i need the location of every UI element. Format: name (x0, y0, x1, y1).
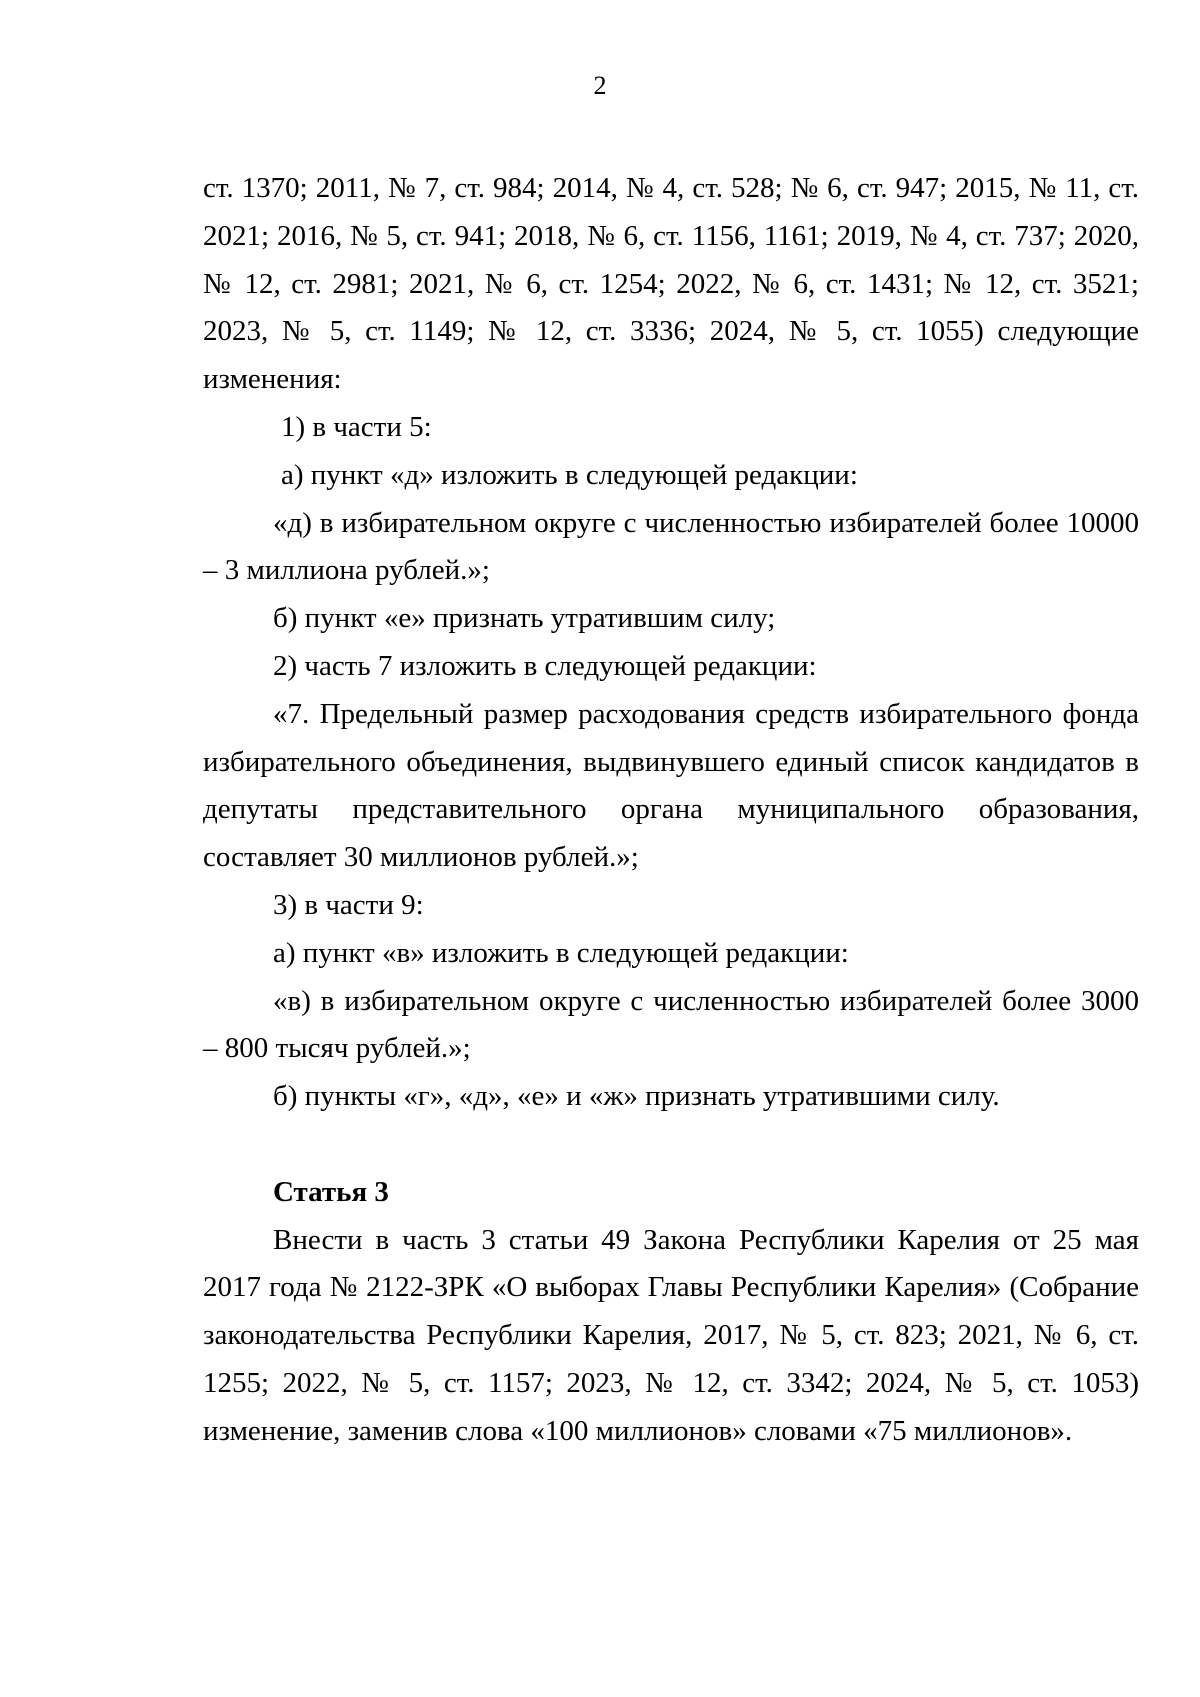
continuation-paragraph: ст. 1370; 2011, № 7, ст. 984; 2014, № 4, ст. 528; № 6, ст. 947; 2015, № 11, ст. 2021; 2016, № 5, ст. 941; 2018, № 6, ст. 1156, 1161; 2019, № 4, ст. 737; 2020, № 12, ст. 2981; 2021, № 6, ст. 1254; 2022, № 6, ст. 1431; № 12, ст. 3521; 2023, № 5, ст. 1149; № 12, ст. 3336; 2024, № 5, ст. 1055) следующие изменения: (203, 172, 1139, 396)
amendment-item-3a: а) пункт «в» изложить в следующей редакции: (273, 936, 849, 969)
amendment-item-3: 3) в части 9: (273, 888, 424, 921)
amendment-item-3a-text: «в) в избирательном округе с численностью избирателей более 3000 – 800 тысяч рублей.»; (203, 984, 1139, 1065)
page-number: 2 (593, 71, 607, 100)
document-body (203, 165, 1139, 1456)
amendment-item-3b: б) пункты «г», «д», «е» и «ж» признать утратившими силу. (273, 1080, 1000, 1113)
article-3-heading: Статья 3 (273, 1175, 389, 1208)
amendment-item-1a-text: «д) в избирательном округе с численностью избирателей более 10000 – 3 миллиона рублей.»; (203, 506, 1139, 587)
amendment-item-2: 2) часть 7 изложить в следующей редакции: (273, 649, 817, 682)
amendment-item-1: 1) в части 5: (281, 410, 432, 443)
amendment-item-1a: а) пункт «д» изложить в следующей редакции: (281, 458, 858, 491)
amendment-item-2-text: «7. Предельный размер расходования средств избирательного фонда избирательного объединения, выдвинувшего единый список кандидатов в депутаты представительного органа муниципального образования, составляет 30 миллионов рублей.»; (203, 697, 1139, 874)
article-3-text: Внести в часть 3 статьи 49 Закона Республики Карелия от 25 мая 2017 года № 2122-ЗРК «О выборах Главы Республики Карелия» (Собрание законодательства Республики Карелия, 2017, № 5, ст. 823; 2021, № 6, ст. 1255; 2022, № 5, ст. 1157; 2023, № 12, ст. 3342; 2024, № 5, ст. 1053) изменение, заменив слова «100 миллионов» словами «75 миллионов». (203, 1223, 1139, 1447)
amendment-item-1b: б) пункт «е» признать утратившим силу; (273, 602, 776, 635)
